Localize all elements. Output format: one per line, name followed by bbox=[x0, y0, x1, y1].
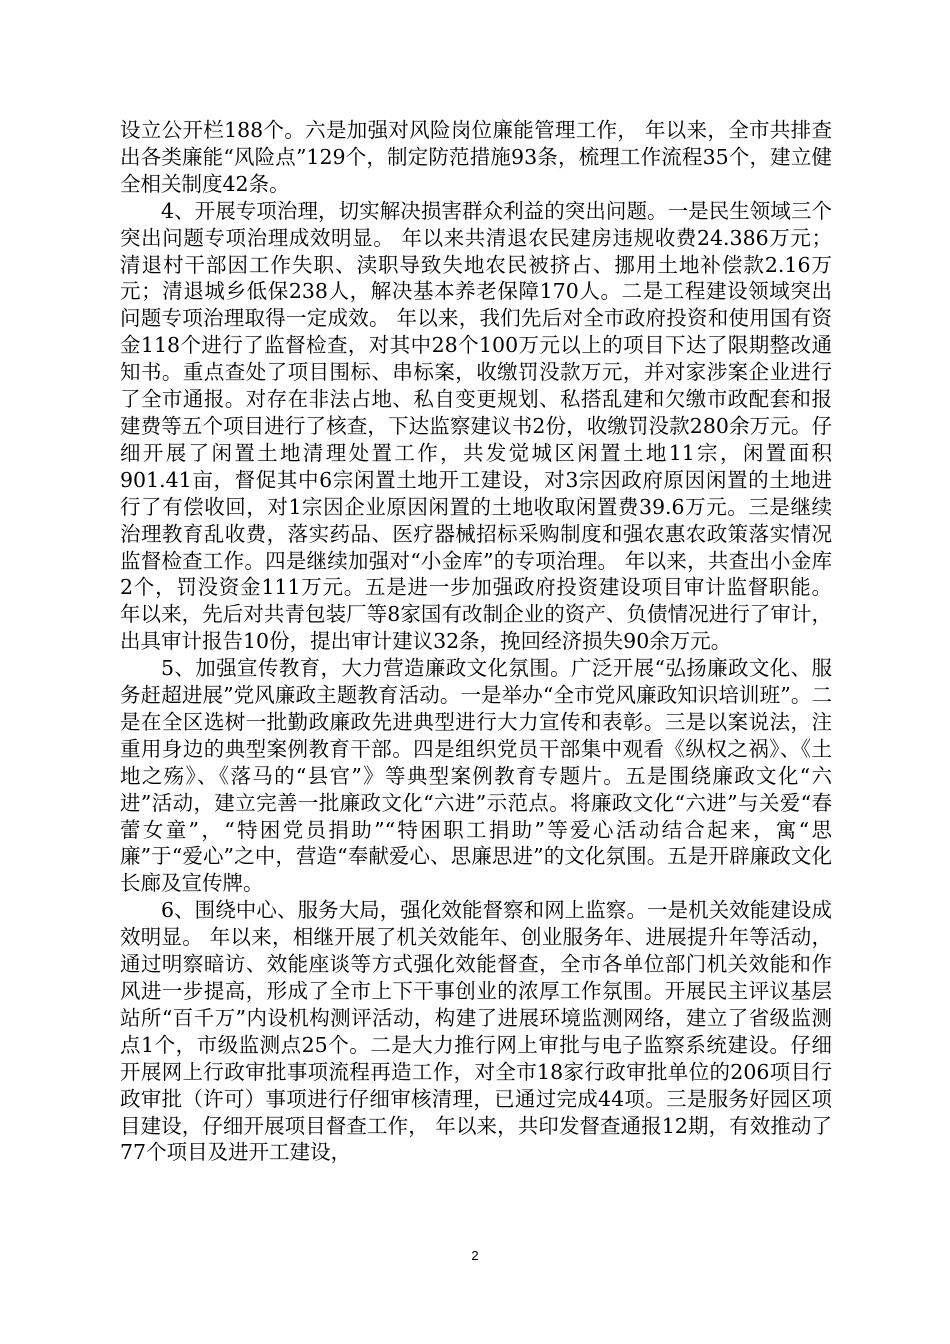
body-text bbox=[120, 117, 832, 1166]
paragraph-2: 4、开展专项治理，切实解决损害群众利益的突出问题。一是民生领域三个突出问题专项治理成效明显。 年以来共清退农民建房违规收费24.386万元；清退村干部因工作失职、渎职导致失地农民被挤占、挪用土地补偿款2.16万元；清退城乡低保238人，解决基本养老保障170人。二是工程建设领域突出问题专项治理取得一定成效。 年以来，我们先后对全市政府投资和使用国有资金118个进行了监督检查，对其中28个100万元以上的项目下达了限期整改通知书。重点查处了项目围标、串标案，收缴罚没款万元，并对家涉案企业进行了全市通报。对存在非法占地、私自变更规划、私搭乱建和欠缴市政配套和报建费等五个项目进行了核查，下达监察建议书2份，收缴罚没款280余万元。仔细开展了闲置土地清理处置工作，共发觉城区闲置土地11宗，闲置面积901.41亩，督促其中6宗闲置土地开工建设，对3宗因政府原因闲置的土地进行了有偿收回，对1宗因企业原因闲置的土地收取闲置费39.6万元。三是继续治理教育乱收费，落实药品、医疗器械招标采购制度和强农惠农政策落实情况监督检查工作。四是继续加强对“小金库”的专项治理。 年以来，共查出小金库2个，罚没资金111万元。五是进一步加强政府投资建设项目审计监督职能。 年以来，先后对共青包装厂等8家国有改制企业的资产、负债情况进行了审计，出具审计报告10份，提出审计建议32条，挽回经济损失90余万元。 bbox=[120, 198, 832, 654]
paragraph-4: 6、围绕中心、服务大局，强化效能督察和网上监察。一是机关效能建设成效明显。 年以来，相继开展了机关效能年、创业服务年、进展提升年等活动，通过明察暗访、效能座谈等方式强化效能督查，全市各单位部门机关效能和作风进一步提高，形成了全市上下干事创业的浓厚工作氛围。开展民主评议基层站所“百千万”内设机构测评活动，构建了进展环境监测网络，建立了省级监测点1个，市级监测点25个。二是大力推行网上审批与电子监察系统建设。仔细开展网上行政审批事项流程再造工作，对全市18家行政审批单位的206项目行政审批（许可）事项进行仔细审核清理，已通过完成44项。三是服务好园区项目建设，仔细开展项目督查工作， 年以来，共印发督查通报12期，有效推动了77个项目及进开工建设， bbox=[120, 898, 832, 1165]
paragraph-3: 5、加强宣传教育，大力营造廉政文化氛围。广泛开展“弘扬廉政文化、服务赶超进展”党风廉政主题教育活动。一是举办“全市党风廉政知识培训班”。二是在全区选树一批勤政廉政先进典型进行大力宣传和表彰。三是以案说法，注重用身边的典型案例教育干部。四是组织党员干部集中观看《纵权之祸》、《土地之殇》、《落马的“县官”》等典型案例教育专题片。五是围绕廉政文化“六进”活动，建立完善一批廉政文化“六进”示范点。将廉政文化“六进”与关爱“春蕾女童”，“特困党员捐助”“特困职工捐助”等爱心活动结合起来，寓“思廉”于“爱心”之中，营造“奉献爱心、思廉思进”的文化氛围。五是开辟廉政文化长廊及宣传牌。 bbox=[120, 656, 832, 896]
page-number: 2 bbox=[471, 1248, 479, 1263]
paragraph-1: 设立公开栏188个。六是加强对风险岗位廉能管理工作， 年以来，全市共排查出各类廉能“风险点”129个，制定防范措施93条，梳理工作流程35个，建立健全相关制度42条。 bbox=[120, 118, 832, 196]
